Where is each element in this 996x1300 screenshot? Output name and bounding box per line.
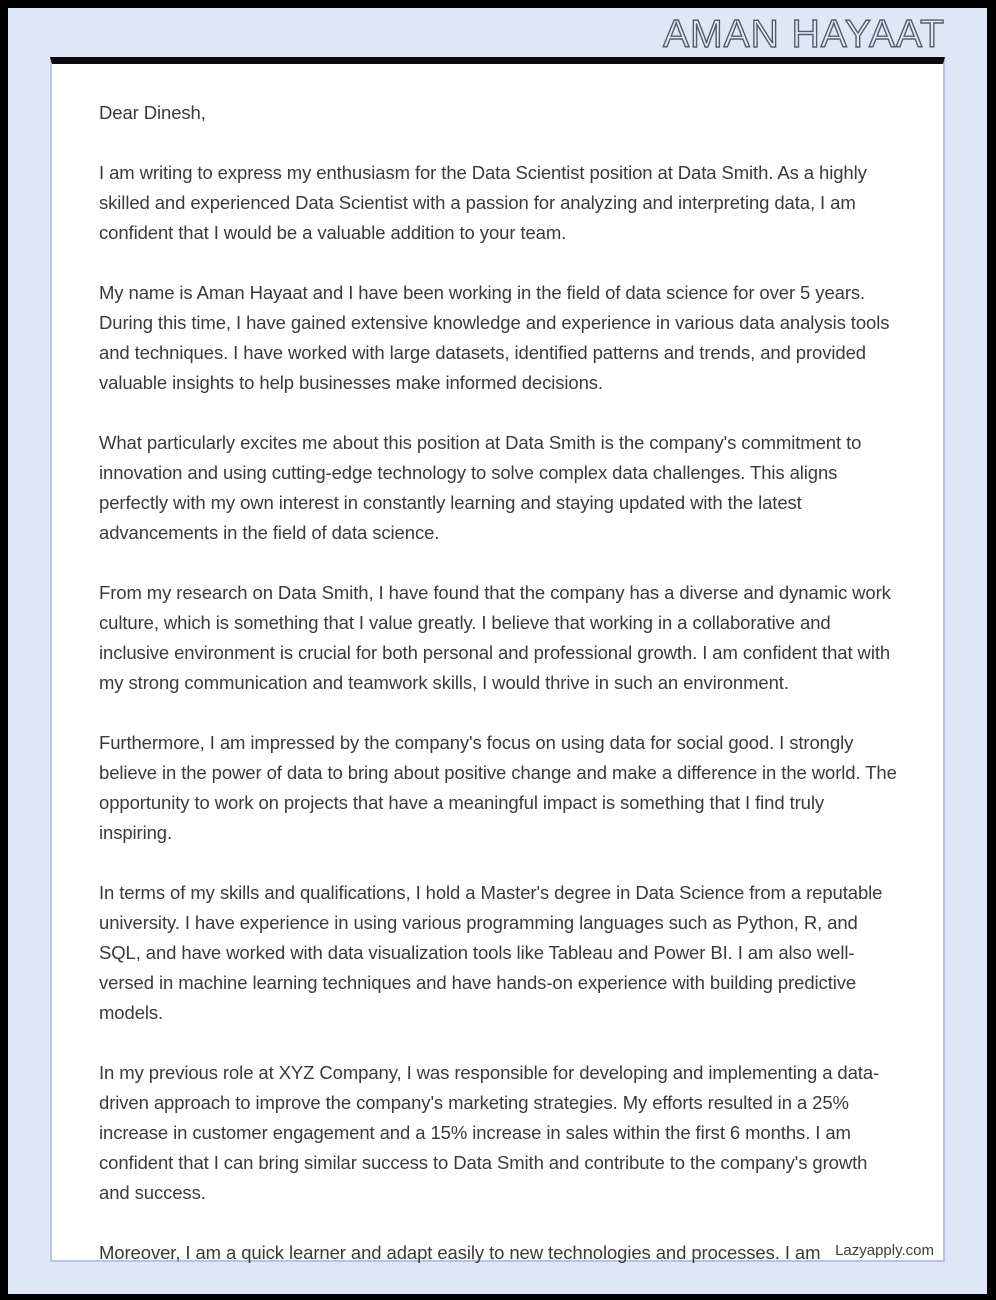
paragraph-company-innovation: What particularly excites me about this position at Data Smith is the company's commitment to innovation and using cutting-edge technology to solve complex data challenges. This aligns perfectly with my own interest in constantly learning and staying updated with the latest advancements in the field of data science.	[99, 432, 862, 543]
paragraph-work-culture: From my research on Data Smith, I have found that the company has a diverse and dynamic work culture, which is something that I value greatly. I believe that working in a collaborative and inclusive environment is crucial for both personal and professional growth. I am confident that with my strong communication and teamwork skills, I would thrive in such an environment.	[99, 582, 891, 693]
paragraph-experience: My name is Aman Hayaat and I have been working in the field of data science for over 5 years. During this time, I have gained extensive knowledge and experience in various data analysis tools and techniques. I have worked with large datasets, identified patterns and trends, and provided valuable insights to help businesses make informed decisions.	[99, 282, 890, 393]
paragraph-previous-role: In my previous role at XYZ Company, I was responsible for developing and implementing a data-driven approach to improve the company's marketing strategies. My efforts resulted in a 25% increase in customer engagement and a 15% increase in sales within the first 6 months. I am confident that I can bring similar success to Data Smith and contribute to the company's growth and success.	[99, 1062, 880, 1203]
author-name-header: AMAN HAYAAT	[663, 13, 945, 56]
letter-body	[99, 98, 901, 1298]
paragraph-social-good: Furthermore, I am impressed by the company's focus on using data for social good. I strongly believe in the power of data to bring about positive change and make a difference in the world. The opportunity to work on projects that have a meaningful impact is something that I find truly inspiring.	[99, 732, 897, 843]
salutation: Dear Dinesh,	[99, 102, 206, 123]
paragraph-skills: In terms of my skills and qualifications, I hold a Master's degree in Data Science from a reputable university. I have experience in using various programming languages such as Python, R, and SQL, and have worked with data visualization tools like Tableau and Power BI. I am also well-versed in machine learning techniques and have hands-on experience with building predictive models.	[99, 882, 883, 1023]
lazyapply-watermark: Lazyapply.com	[835, 1242, 934, 1259]
paragraph-intro: I am writing to express my enthusiasm for the Data Scientist position at Data Smith. As a highly skilled and experienced Data Scientist with a passion for analyzing and interpreting data, I am confident that I would be a valuable addition to your team.	[99, 162, 867, 243]
paragraph-overflow-clipped: Moreover, I am a quick learner and adapt easily to new technologies and processes. I am	[99, 1242, 821, 1263]
